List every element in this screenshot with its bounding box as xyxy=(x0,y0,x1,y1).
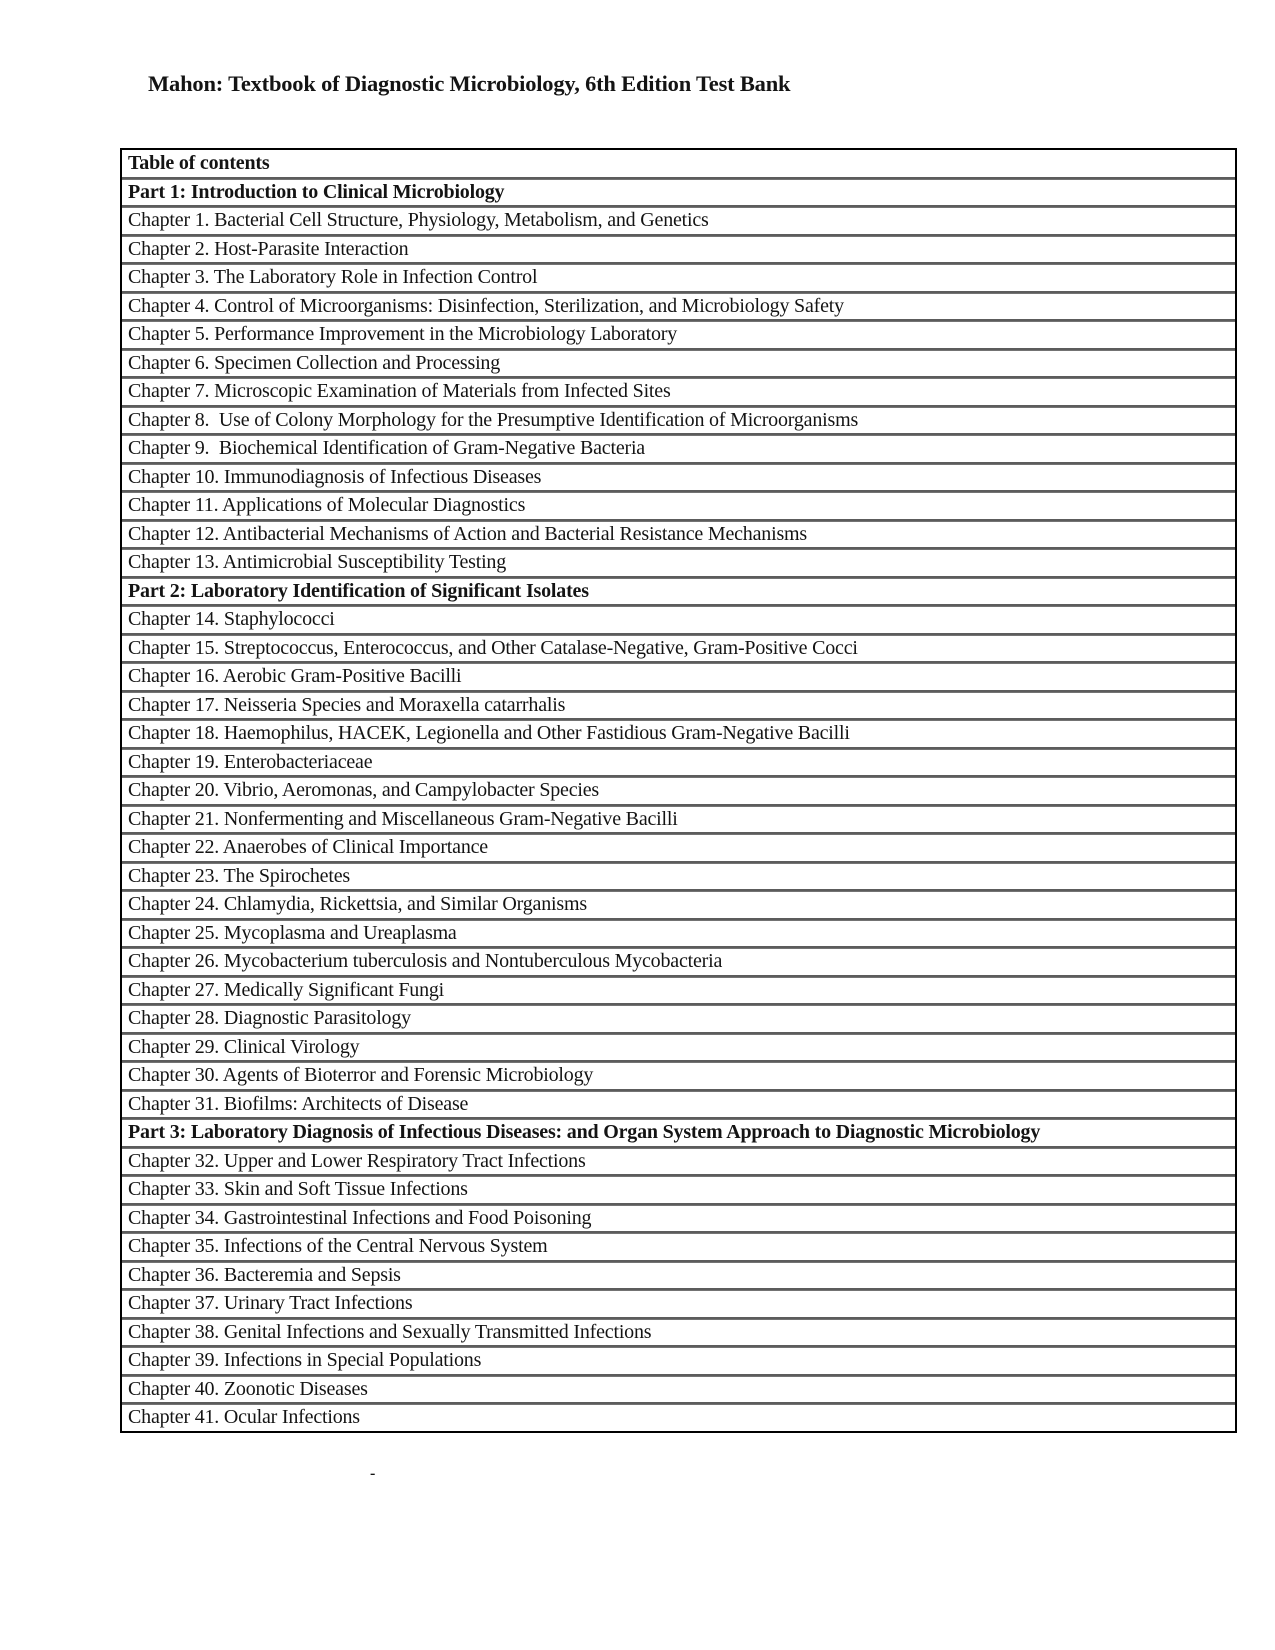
toc-row-label: Chapter 2. Host-Parasite Interaction xyxy=(128,237,409,260)
toc-part-row xyxy=(122,179,1235,208)
toc-chapter-row xyxy=(122,1233,1235,1262)
table-of-contents xyxy=(120,148,1237,1433)
toc-row-label: Chapter 5. Performance Improvement in the Microbiology Laboratory xyxy=(128,323,678,345)
toc-chapter-row xyxy=(122,207,1235,236)
toc-chapter-row xyxy=(122,863,1235,892)
toc-row-label: Chapter 29. Clinical Virology xyxy=(128,1035,360,1058)
toc-row-label: Chapter 12. Antibacterial Mechanisms of Action and Bacterial Resistance Mechanisms xyxy=(128,522,807,545)
toc-row-label: Chapter 26. Mycobacterium tuberculosis and Nontuberculous Mycobacteria xyxy=(128,950,723,972)
toc-row-label: Chapter 15. Streptococcus, Enterococcus, and Other Catalase-Negative, Gram-Positive Cocci xyxy=(128,636,858,659)
toc-row-label: Chapter 4. Control of Microorganisms: Disinfection, Sterilization, and Microbiology Safety xyxy=(128,294,844,317)
toc-chapter-row xyxy=(122,663,1235,692)
toc-row-label: Chapter 38. Genital Infections and Sexually Transmitted Infections xyxy=(128,1320,652,1343)
toc-chapter-row xyxy=(122,948,1235,977)
toc-chapter-row xyxy=(122,1347,1235,1376)
toc-row-label: Chapter 41. Ocular Infections xyxy=(128,1406,360,1428)
toc-chapter-row xyxy=(122,635,1235,664)
toc-row-label: Part 2: Laboratory Identification of Significant Isolates xyxy=(128,579,589,602)
toc-chapter-row xyxy=(122,1034,1235,1063)
toc-part-row xyxy=(122,578,1235,607)
toc-chapter-row xyxy=(122,350,1235,379)
toc-chapter-row xyxy=(122,692,1235,721)
toc-row-label: Part 1: Introduction to Clinical Microbiology xyxy=(128,180,505,203)
toc-row-label: Chapter 32. Upper and Lower Respiratory Tract Infections xyxy=(128,1149,586,1172)
toc-chapter-row xyxy=(122,834,1235,863)
toc-row-label: Chapter 36. Bacteremia and Sepsis xyxy=(128,1263,401,1286)
toc-row-label: Chapter 21. Nonfermenting and Miscellaneous Gram-Negative Bacilli xyxy=(128,807,678,830)
toc-chapter-row xyxy=(122,920,1235,949)
toc-row-label: Chapter 20. Vibrio, Aeromonas, and Campylobacter Species xyxy=(128,779,600,801)
toc-chapter-row xyxy=(122,464,1235,493)
toc-chapter-row xyxy=(122,321,1235,350)
toc-chapter-row xyxy=(122,1319,1235,1348)
toc-chapter-row xyxy=(122,236,1235,265)
toc-header-row xyxy=(122,150,1235,179)
toc-chapter-row xyxy=(122,720,1235,749)
toc-row-label: Chapter 8. Use of Colony Morphology for the Presumptive Identification of Microorganisms xyxy=(128,408,859,431)
toc-row-label: Chapter 34. Gastrointestinal Infections and Food Poisoning xyxy=(128,1206,592,1229)
toc-row-label: Table of contents xyxy=(128,152,270,174)
toc-chapter-row xyxy=(122,1205,1235,1234)
toc-row-label: Chapter 13. Antimicrobial Susceptibility Testing xyxy=(128,551,507,573)
toc-chapter-row xyxy=(122,264,1235,293)
toc-row-label: Chapter 30. Agents of Bioterror and Forensic Microbiology xyxy=(128,1064,594,1086)
toc-chapter-row xyxy=(122,492,1235,521)
toc-row-label: Chapter 18. Haemophilus, HACEK, Legionella and Other Fastidious Gram-Negative Bacilli xyxy=(128,722,850,744)
toc-chapter-row xyxy=(122,977,1235,1006)
toc-part-row xyxy=(122,1119,1235,1148)
toc-row-label: Part 3: Laboratory Diagnosis of Infectious Diseases: and Organ System Approach to Diagnostic Microbiology xyxy=(128,1121,1041,1143)
toc-chapter-row xyxy=(122,1376,1235,1405)
toc-chapter-row xyxy=(122,407,1235,436)
toc-row-label: Chapter 25. Mycoplasma and Ureaplasma xyxy=(128,921,457,944)
toc-chapter-row xyxy=(122,1262,1235,1291)
toc-chapter-row xyxy=(122,806,1235,835)
toc-row-label: Chapter 35. Infections of the Central Nervous System xyxy=(128,1235,548,1257)
toc-chapter-row xyxy=(122,521,1235,550)
toc-chapter-row xyxy=(122,1176,1235,1205)
document-title: Mahon: Textbook of Diagnostic Microbiology, 6th Edition Test Bank xyxy=(148,71,791,96)
toc-row-label: Chapter 37. Urinary Tract Infections xyxy=(128,1292,413,1314)
toc-row-label: Chapter 39. Infections in Special Populations xyxy=(128,1349,482,1371)
footer-dash: - xyxy=(370,1465,376,1482)
toc-row-label: Chapter 22. Anaerobes of Clinical Importance xyxy=(128,836,488,858)
toc-chapter-row xyxy=(122,777,1235,806)
toc-row-label: Chapter 11. Applications of Molecular Diagnostics xyxy=(128,494,526,516)
toc-row-label: Chapter 24. Chlamydia, Rickettsia, and Similar Organisms xyxy=(128,893,587,915)
toc-chapter-row xyxy=(122,378,1235,407)
toc-chapter-row xyxy=(122,435,1235,464)
toc-row-label: Chapter 14. Staphylococci xyxy=(128,608,335,630)
toc-row-label: Chapter 16. Aerobic Gram-Positive Bacilli xyxy=(128,665,462,687)
toc-row-label: Chapter 6. Specimen Collection and Processing xyxy=(128,351,501,374)
toc-row-label: Chapter 17. Neisseria Species and Moraxella catarrhalis xyxy=(128,693,566,716)
toc-chapter-row xyxy=(122,1148,1235,1177)
toc-chapter-row xyxy=(122,1062,1235,1091)
toc-chapter-row xyxy=(122,293,1235,322)
toc-chapter-row xyxy=(122,1005,1235,1034)
toc-chapter-row xyxy=(122,606,1235,635)
toc-chapter-row xyxy=(122,549,1235,578)
toc-row-label: Chapter 23. The Spirochetes xyxy=(128,864,350,887)
toc-row-label: Chapter 10. Immunodiagnosis of Infectious Diseases xyxy=(128,465,542,488)
toc-chapter-row xyxy=(122,1290,1235,1319)
toc-row-label: Chapter 28. Diagnostic Parasitology xyxy=(128,1007,411,1029)
toc-row-label: Chapter 33. Skin and Soft Tissue Infections xyxy=(128,1178,468,1200)
toc-chapter-row xyxy=(122,749,1235,778)
toc-row-label: Chapter 19. Enterobacteriaceae xyxy=(128,750,373,773)
toc-row-label: Chapter 1. Bacterial Cell Structure, Physiology, Metabolism, and Genetics xyxy=(128,209,709,231)
toc-chapter-row xyxy=(122,891,1235,920)
toc-row-label: Chapter 31. Biofilms: Architects of Disease xyxy=(128,1092,469,1115)
toc-row-label: Chapter 9. Biochemical Identification of Gram-Negative Bacteria xyxy=(128,437,645,459)
toc-chapter-row xyxy=(122,1091,1235,1120)
toc-row-label: Chapter 27. Medically Significant Fungi xyxy=(128,978,445,1001)
toc-row-label: Chapter 3. The Laboratory Role in Infection Control xyxy=(128,266,538,288)
toc-row-label: Chapter 7. Microscopic Examination of Materials from Infected Sites xyxy=(128,380,671,402)
toc-chapter-row xyxy=(122,1404,1235,1431)
toc-row-label: Chapter 40. Zoonotic Diseases xyxy=(128,1377,368,1400)
